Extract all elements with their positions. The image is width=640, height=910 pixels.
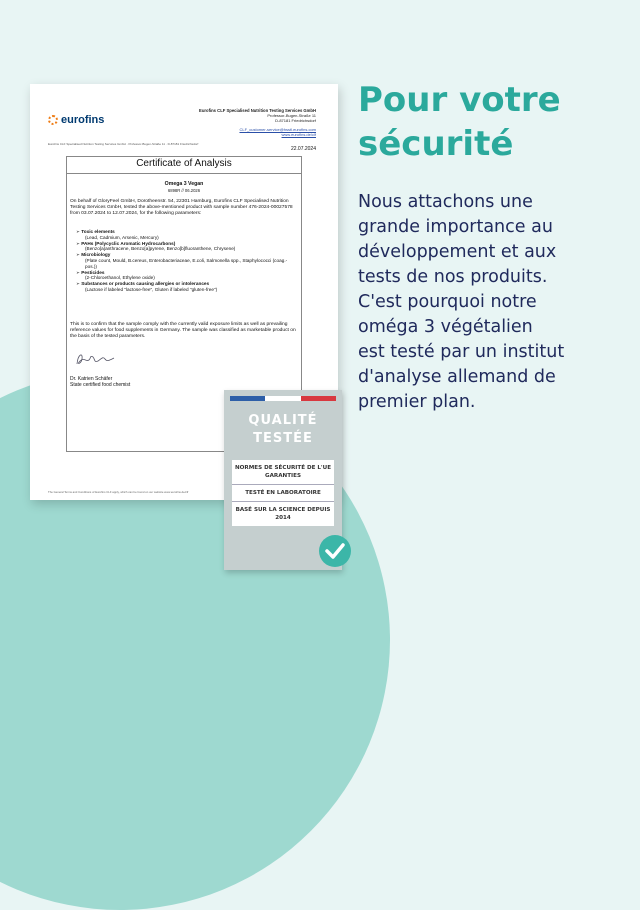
- badge-title-line: TESTÉE: [253, 431, 313, 446]
- heading-line: Pour votre: [358, 80, 561, 120]
- signer-name: Dr. Katrien Schäfer: [70, 376, 113, 382]
- flag-blue: [230, 396, 265, 401]
- lab-address: [199, 108, 316, 137]
- certificate-title: Certificate of Analysis: [136, 158, 232, 169]
- body-paragraph: [358, 190, 620, 415]
- test-detail: (Lead, Cadmium, Arsenic, Mercury): [85, 234, 159, 240]
- address-line: Eurofins CLF Specialised Nutrition Testing Services GmbH: [199, 108, 316, 113]
- test-detail: (Lactose if labeled "lactose-free", Gluten if labeled "gluten-free"): [85, 286, 218, 292]
- lab-website: www.eurofins.de/clf: [281, 132, 316, 137]
- sender-line: Eurofins CLF Specialised Nutrition Testing Services GmbH · Professor-Bugen-Straße 11 · D-87181 Friedrichsdorf: [48, 142, 199, 146]
- eurofins-logo-icon: [48, 115, 58, 125]
- body-line: C'est pourquoi notre: [358, 292, 537, 312]
- body-line: tests de nos produits.: [358, 267, 548, 287]
- title-divider: [66, 173, 302, 174]
- check-circle-icon: [318, 534, 352, 568]
- intro-paragraph: On behalf of GloryFeel GmbH, Dorotheenstr. 54, 22301 Hamburg, Eurofins CLF Specialised Nutrition Testing Services GmbH, tested the above-mentioned product with sample number 476-2024-00027578 from 03.07.2024 to 12.07.2024, for the following parameters:: [70, 199, 293, 216]
- body-line: oméga 3 végétalien: [358, 317, 533, 337]
- flag-white: [265, 396, 300, 401]
- document-footer: The General Terms and Conditions of Eurofins CLF apply, which can be found on our website www.eurofins.de/clf: [48, 490, 189, 494]
- lot-number: 6898R // 06.2026: [167, 188, 201, 193]
- document-date: 22.07.2024: [290, 146, 316, 152]
- test-detail: (2-Chloroethanol, Ethylene oxide): [85, 275, 155, 281]
- test-name: ➢ PAHs (Polycyclic Aromatic Hydrocarbons): [76, 241, 298, 247]
- badge-item: NORMES DE SÉCURITÉ DE L'UE GARANTIES: [232, 460, 334, 485]
- logo-text: eurofins: [61, 114, 105, 126]
- body-line: d'analyse allemand de: [358, 367, 556, 387]
- test-parameters: [76, 229, 298, 293]
- address-line: Professor-Bugen-Straße 11: [267, 113, 316, 118]
- test-item: [76, 241, 298, 253]
- flag-red: [301, 396, 336, 401]
- body-line: est testé par un institut: [358, 342, 565, 362]
- test-name: ➢ Pesticides: [76, 270, 298, 276]
- heading-line: sécurité: [358, 124, 514, 164]
- test-detail: (Plate count, Mould, B.cereus, Enterobacteriaceae, E.coli, Salmonella spp., Staphylococci (coag.-pos.)): [85, 257, 288, 269]
- lab-email: CLF_customer-service@hsstl.eurofins.com: [239, 127, 316, 132]
- product-name: Omega 3 Vegan: [164, 181, 204, 187]
- signer-block: [70, 376, 130, 388]
- body-line: premier plan.: [358, 392, 476, 412]
- test-item: [76, 252, 298, 269]
- page-heading: [358, 78, 561, 166]
- badge-title: [224, 412, 342, 448]
- body-line: Nous attachons une: [358, 192, 533, 212]
- test-name: ➢ Microbiology: [76, 252, 298, 258]
- flag-stripe: [230, 396, 336, 401]
- badge-item: TESTÉ EN LABORATOIRE: [232, 485, 334, 502]
- eurofins-logo: [48, 114, 104, 126]
- badge-title-line: QUALITÉ: [248, 413, 318, 428]
- badge-item: BASÉ SUR LA SCIENCE DEPUIS 2014: [235, 507, 331, 521]
- address-line: D-87181 Friedrichsdorf: [275, 118, 316, 123]
- body-line: grande importance au: [358, 217, 553, 237]
- signer-title: State certified food chemist: [70, 382, 131, 388]
- badge-list: [232, 460, 334, 526]
- signature-icon: [74, 350, 118, 368]
- test-item: [76, 281, 298, 293]
- test-detail: (Benzo[a]anthracene, Benzo[a]pyrene, Benzo[b]fluoranthene, Chrysene): [85, 246, 236, 252]
- test-item: [76, 229, 298, 241]
- test-name: ➢ Substances or products causing allergies or intolerances: [76, 281, 298, 287]
- test-name: ➢ Toxic elements: [76, 229, 298, 235]
- conclusion-paragraph: This is to confirm that the sample comply with the currently valid exposure limits as well as prevailing reference values for food supplements in Germany. The sample was classified as marketable product on the basis of the tested parameters.: [70, 322, 296, 339]
- body-line: développement et aux: [358, 242, 557, 262]
- test-item: [76, 270, 298, 282]
